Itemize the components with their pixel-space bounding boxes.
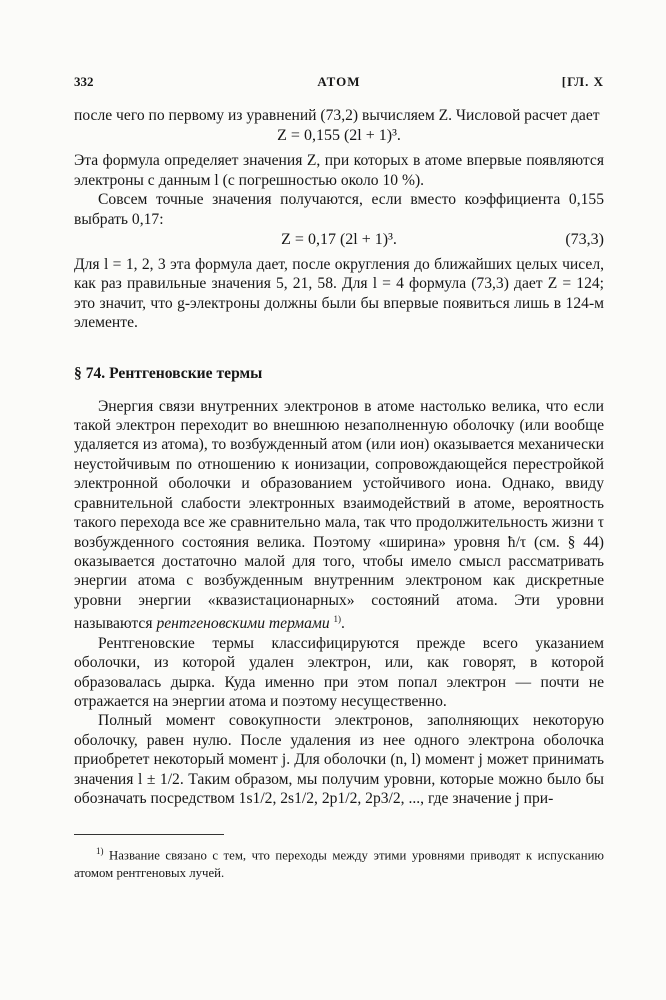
formula-expression: Z = 0,155 (2l + 1)³.: [277, 127, 401, 145]
emphasized-term: рентгеновскими термами: [156, 615, 330, 633]
paragraph: после чего по первому из уравнений (73,2) вычисляем Z. Числовой расчет дает: [74, 107, 600, 124]
book-page: [74, 74, 604, 882]
paragraph-text: Энергия связи внутренних электронов в атоме настолько велика, что если такой электрон переходит во внешнюю незаполненную оболочку (или вообще удаляется из атома), то возбужденный атом (или ион) оказывается механически неустойчивым по отношению к ионизации, сопровождающейся перестройкой электронной оболочки и образованием устойчивого иона. Однако, ввиду сравнительной слабости электронных взаимодействий в атоме, вероятность такого перехода все же сравнительно мала, так что продолжительность жизни τ возбужденного состояния велика. Поэтому «ширина» уровня ħ/τ (см. § 44) оказывается достаточно малой для того, чтобы имело смысл рассматривать энергии атома с возбужденным внутренним электроном как дискретные уровни энергии «квазистационарных» состояний атома. Эти уровни называются: [74, 397, 604, 633]
formula: [74, 125, 604, 151]
footnote: [74, 843, 604, 881]
footnote-divider: [74, 834, 224, 835]
equation-number: (73,3): [565, 231, 604, 249]
running-header: [74, 74, 604, 96]
paragraph: Совсем точные значения получаются, если вместо коэффициента 0,155 выбрать 0,17:: [74, 191, 604, 228]
paragraph: Рентгеновские термы классифицируются прежде всего указанием оболочки, из которой удален электрон, или, как говорят, в которой образовалась дырка. Куда именно при этом попал электрон — почти не отражается на энергии атома и поэтому несущественно.: [74, 634, 604, 710]
formula-expression: Z = 0,17 (2l + 1)³.: [281, 231, 397, 249]
paragraph: Для l = 1, 2, 3 эта формула дает, после округления до ближайших целых чисел, как раз правильные значения 5, 21, 58. Для l = 4 формула (73,3) дает Z = 124; это значит, что g-электроны должны были бы впервые появиться лишь в 124-м элементе.: [74, 256, 604, 332]
paragraph: Полный момент совокупности электронов, заполняющих некоторую оболочку, равен нулю. После удаления из нее одного электрона оболочка приобретет некоторый момент j. Для оболочки (n, l) момент j может принимать значения l ± 1/2. Таким образом, мы получим уровни, которые можно было бы обозначать посредством 1s1/2, 2s1/2, 2p1/2, 2p3/2, ..., где значение j при-: [74, 712, 604, 807]
paragraph: Эта формула определяет значения Z, при которых в атоме впервые появляются электроны с данным l (с погрешностью около 10 %).: [74, 152, 604, 189]
page-number: 332: [74, 74, 94, 89]
running-title: АТОМ: [317, 74, 361, 89]
section-heading: § 74. Рентгеновские термы: [74, 364, 263, 382]
paragraph: [74, 397, 604, 634]
chapter-label: [ГЛ. X: [561, 74, 604, 89]
footnote-mark: 1): [96, 846, 104, 857]
paragraph-end: .: [341, 615, 345, 633]
footnote-text: Название связано с тем, что переходы между этими уровнями приводят к испусканию атомом рентгеновых лучей.: [74, 848, 604, 880]
footnote-reference: 1): [333, 614, 342, 625]
formula: [74, 229, 604, 255]
